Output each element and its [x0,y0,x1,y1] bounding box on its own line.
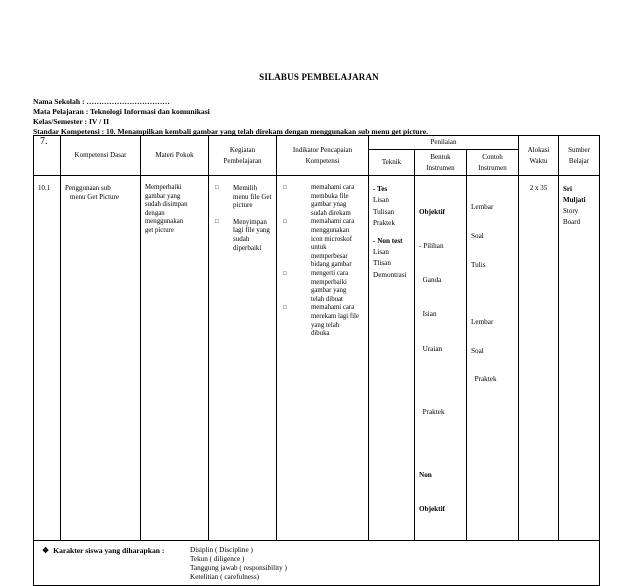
bentuk-line: Uraian [419,344,443,353]
header-bentuk [415,150,467,176]
indikator-item [277,304,364,338]
indikator-line: gambar ynag [311,201,347,209]
karakter-value: Ketelitian ( carefulness) [190,572,260,581]
indikator-line: dibuka [311,330,330,338]
cell-alokasi [519,176,559,541]
page-title: SILABUS PEMBELAJARAN [259,72,379,82]
header-kegiatan [209,136,277,176]
indikator-line: telah dibuat [311,295,343,303]
karakter-values [188,541,287,581]
bullet-icon: □ [283,219,287,226]
cell-kegiatan [209,176,277,541]
karakter-value: Disiplin ( Discipline ) [190,546,253,555]
indikator-line: yang telah [311,321,340,329]
teknik-line: Tulisan [373,207,395,216]
header-kompetensi-dasar: Kompetensi Dasar [61,136,141,176]
meta-standar-kompetensi: Standar Kompetensi : 10. Menampilkan kembali gambar yang telah direkam dengan menggunakan sub menu get picture. [33,127,428,136]
meta-mata-pelajaran: Mata Pelajaran : Teknologi Informasi dan komunikasi [33,107,210,116]
contoh-line: Lembar [471,317,494,326]
kegiatan-line: sudah [233,234,250,243]
bentuk-line: Ganda [419,276,442,285]
sumber-line: Story Board [563,207,581,226]
header-alokasi [519,136,559,176]
kegiatan-item [209,184,272,210]
bentuk-line: - Pilihan [419,242,444,251]
bentuk-line: Objektif [419,207,445,216]
alokasi-text: 2 x 35 [529,184,548,192]
header-indikator-line2: Kompetensi [305,156,340,165]
indikator-line: sudah direkam [311,209,351,217]
materi-line: get picture [145,226,174,234]
contoh-line: Praktek [471,375,497,384]
contoh-line: Tulis [471,260,486,269]
indikator-line: memperbaiki [311,278,347,286]
cell-sumber [559,176,600,541]
header-contoh-line1: Contoh [482,152,503,161]
teknik-line: Praktek [373,219,395,228]
bullet-icon: □ [283,305,287,312]
indikator-line: memahami cara [311,304,355,312]
karakter-value: Tekun ( diligence ) [190,554,245,563]
bentuk-line: Non [419,470,432,479]
indikator-line: gambar yang [311,287,347,295]
cell-no [34,176,61,541]
indikator-item [277,270,364,304]
materi-line: gambar yang [145,192,181,200]
cell-kompetensi-dasar [61,176,141,541]
indikator-line: icon microskof [311,235,352,243]
bullet-icon: □ [215,218,219,225]
sumber-line: Sri Muljati [563,185,586,204]
header-sumber-line2: Belajar [568,156,590,165]
header-kegiatan-line2: Pembelajaran [223,156,262,165]
contoh-line: Soal [471,346,484,355]
indikator-line: menggunakan [311,226,350,234]
cell-indikator [277,176,369,541]
row-no-text: 10.1 [38,184,51,192]
indikator-line: memperbesar [311,252,348,260]
header-row [34,136,600,150]
header-bentuk-line1: Bentuk [430,152,451,161]
meta-nama-sekolah: Nama Sekolah : …………………………… [33,97,170,106]
header-alokasi-line2: Waktu [529,156,548,165]
bullet-icon: □ [283,185,287,191]
header-indikator-line1: Indikator Pencapaian [292,145,353,154]
header-bentuk-line2: Instrumen [426,163,455,172]
kegiatan-line: picture [233,201,253,210]
table-row [34,176,600,541]
kegiatan-item [209,218,272,252]
bullet-icon: □ [215,185,219,191]
kegiatan-line: menu file Get [233,192,272,201]
indikator-item [277,218,364,270]
kegiatan-line: Menyimpan [233,217,267,226]
header-teknik: Teknik [369,150,415,176]
materi-line: dengan [145,209,165,217]
materi-line: sudah disimpan [145,201,188,209]
teknik-line: Lisan [373,196,389,205]
bentuk-line: Praktek [419,407,445,416]
teknik-line: - Tes [373,185,388,193]
header-sumber [559,136,600,176]
indikator-line: bidang gambar [311,261,352,269]
cell-teknik [369,176,415,541]
indikator-line: merekam lagi file [311,312,359,320]
cell-contoh [467,176,519,541]
syllabus-table [33,135,600,586]
header-no: 7. [34,136,61,176]
header-contoh [467,150,519,176]
header-alokasi-line1: Alokasi [527,145,550,154]
indikator-line: memahami cara [311,218,355,226]
header-kegiatan-line1: Kegiatan [229,145,256,154]
header-materi-pokok: Materi Pokok [141,136,209,176]
indikator-line: memahami cara [311,184,355,191]
kegiatan-line: Memilih [233,184,258,192]
bullet-icon: □ [283,270,287,277]
indikator-line: membuka file [311,192,349,200]
teknik-line: Demontrasi [373,270,407,279]
cell-materi-pokok [141,176,209,541]
diamond-bullet-icon: ❖ [42,546,50,556]
cell-karakter [34,541,600,586]
kegiatan-line: diperbaiki [233,243,262,252]
teknik-line: - Non test [373,236,403,245]
teknik-line: Tlisan [373,259,391,268]
header-contoh-line2: Instrumen [478,163,507,172]
karakter-label: Karakter siswa yang diharapkan : [53,546,165,556]
materi-line: menggunakan [145,218,184,226]
header-penilaian: Penilaian [369,136,519,150]
indikator-line: untuk [311,244,327,252]
cell-bentuk [415,176,467,541]
bentuk-line: Objektif [419,504,445,513]
karakter-row [34,541,600,586]
header-sumber-line1: Sumber [568,145,590,154]
header-indikator [277,136,369,176]
indikator-line: mengerti cara [311,269,349,277]
contoh-line: Soal [471,231,484,240]
bentuk-line: Isian [419,310,437,319]
teknik-line: Lisan [373,248,389,257]
karakter-value: Tanggung jawab ( responsibility ) [190,563,287,572]
materi-line: Memperbaiki [145,184,182,191]
indikator-item [277,184,364,218]
kd-line: menu Get Picture [70,192,119,201]
contoh-line: Lembar [471,203,494,212]
kd-line: Penggunaan sub [65,184,111,192]
kegiatan-line: lagi file yang [233,226,270,235]
meta-kelas-semester: Kelas/Semester : IV / II [33,117,110,126]
